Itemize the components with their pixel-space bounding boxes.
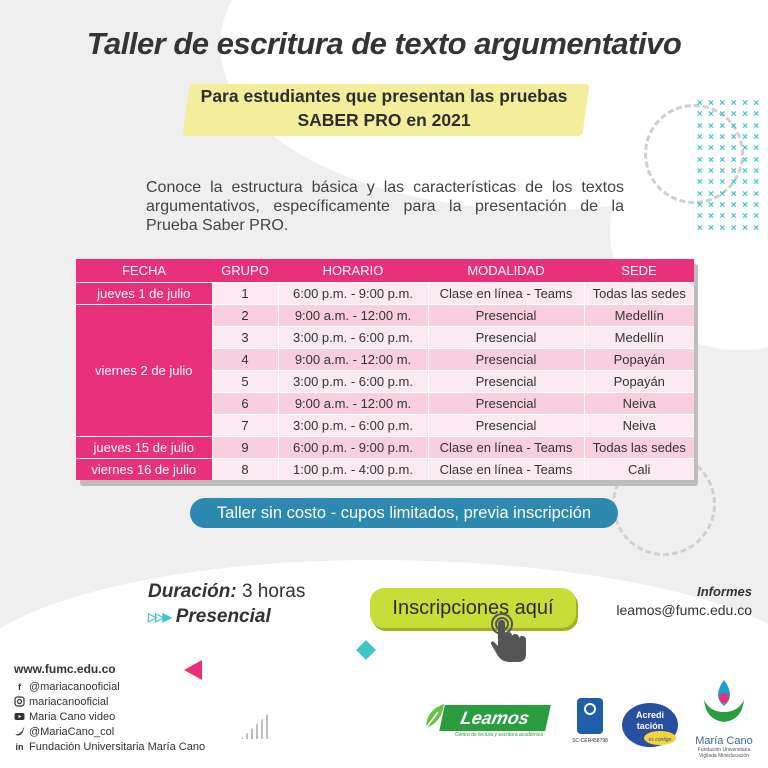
- dot-mark: ×: [742, 154, 748, 166]
- acreditacion-text: Acredi: [635, 710, 665, 720]
- modality-cell: Presencial: [428, 348, 584, 370]
- time-cell: 3:00 p.m. - 6:00 p.m.: [278, 370, 428, 392]
- icontec-logo: [570, 698, 610, 754]
- dot-mark: ×: [719, 222, 726, 234]
- dot-mark: ×: [696, 199, 703, 211]
- dot-mark: ×: [742, 109, 748, 121]
- acreditacion-text: es contigo: [648, 737, 672, 743]
- dot-mark: ×: [742, 222, 748, 234]
- time-cell: 6:00 p.m. - 9:00 p.m.: [278, 282, 428, 304]
- dot-mark: ×: [696, 109, 703, 121]
- social-item[interactable]: [14, 709, 205, 724]
- dot-mark: ×: [730, 131, 737, 143]
- modality-cell: Presencial: [428, 370, 584, 392]
- free-workshop-notice: Taller sin costo - cupos limitados, previa inscripción: [190, 498, 618, 528]
- leamos-name: Leamos: [439, 705, 551, 731]
- table-row: [76, 458, 694, 480]
- time-cell: 3:00 p.m. - 6:00 p.m.: [278, 414, 428, 436]
- dot-mark: ×: [742, 188, 748, 200]
- dot-mark: ×: [742, 199, 748, 211]
- group-cell: 4: [212, 348, 278, 370]
- dot-mark: ×: [742, 165, 748, 177]
- pointing-hand-icon: [488, 612, 530, 666]
- dot-mark: ×: [708, 222, 714, 234]
- dot-mark: ×: [753, 143, 760, 155]
- modality-cell: Presencial: [428, 304, 584, 326]
- dot-mark: ×: [730, 188, 737, 200]
- dot-mark: ×: [696, 143, 703, 155]
- dot-mark: ×: [719, 120, 726, 132]
- acreditacion-text: tación: [636, 721, 664, 731]
- social-item[interactable]: [14, 694, 205, 709]
- modality-cell: Clase en línea - Teams: [428, 282, 584, 304]
- dot-mark: ×: [708, 199, 714, 211]
- dot-mark: ×: [742, 211, 748, 223]
- dot-mark: ×: [708, 143, 714, 155]
- dot-mark: ×: [753, 109, 760, 121]
- dot-mark: ×: [719, 143, 726, 155]
- youtube-handle: Maria Cano video: [29, 710, 116, 723]
- date-cell: viernes 2 de julio: [76, 304, 212, 436]
- group-cell: 6: [212, 392, 278, 414]
- table-row: [76, 436, 694, 458]
- campus-cell: Todas las sedes: [584, 436, 694, 458]
- group-cell: 8: [212, 458, 278, 480]
- time-cell: 9:00 a.m. - 12:00 m.: [278, 348, 428, 370]
- linkedin-icon: in: [15, 741, 24, 752]
- campus-cell: Todas las sedes: [584, 282, 694, 304]
- dot-mark: ×: [730, 222, 737, 234]
- dot-mark: ×: [708, 120, 714, 132]
- icontec-badge: [577, 698, 603, 734]
- dot-grid-decoration: [694, 98, 762, 234]
- dot-mark: ×: [696, 222, 703, 234]
- dot-mark: ×: [730, 109, 737, 121]
- dot-mark: ×: [708, 188, 714, 200]
- dot-mark: ×: [696, 154, 703, 166]
- dot-mark: ×: [753, 165, 760, 177]
- social-item[interactable]: [14, 739, 205, 754]
- page-title: Taller de escritura de texto argumentativo: [86, 26, 682, 61]
- social-item[interactable]: [14, 724, 205, 739]
- dot-mark: ×: [719, 199, 726, 211]
- dot-mark: ×: [730, 154, 737, 166]
- maria-cano-emblem: [698, 676, 750, 728]
- dot-mark: ×: [753, 120, 760, 132]
- campus-cell: Medellín: [584, 326, 694, 348]
- time-cell: 1:00 p.m. - 4:00 p.m.: [278, 458, 428, 480]
- dot-mark: ×: [730, 98, 737, 109]
- column-header: FECHA: [76, 259, 212, 282]
- modality-cell: Presencial: [428, 392, 584, 414]
- website-link[interactable]: www.fumc.edu.co: [14, 662, 116, 676]
- group-cell: 3: [212, 326, 278, 348]
- dot-mark: ×: [730, 211, 737, 223]
- campus-cell: Medellín: [584, 304, 694, 326]
- dot-mark: ×: [719, 188, 726, 200]
- maria-cano-vigilada: Vigilada Mineducación: [699, 753, 749, 759]
- dot-mark: ×: [708, 98, 714, 109]
- contact-title: Informes: [697, 584, 752, 599]
- group-cell: 1: [212, 282, 278, 304]
- campus-cell: Popayán: [584, 370, 694, 392]
- dot-mark: ×: [742, 143, 748, 155]
- dot-mark: ×: [742, 177, 748, 189]
- dot-mark: ×: [730, 199, 737, 211]
- dot-mark: ×: [753, 154, 760, 166]
- dot-mark: ×: [730, 120, 737, 132]
- maria-cano-logo: [688, 676, 760, 764]
- column-header: MODALIDAD: [428, 259, 584, 282]
- modality-cell: Clase en línea - Teams: [428, 458, 584, 480]
- schedule-table: [76, 259, 694, 480]
- twitter-handle: @MariaCano_col: [29, 725, 115, 738]
- dot-mark: ×: [708, 109, 714, 121]
- date-cell: jueves 1 de julio: [76, 282, 212, 304]
- double-arrow-icon: ▷▷▶: [148, 610, 170, 624]
- leamos-tagline: Centro de lectura y escritura académica: [454, 732, 544, 738]
- dot-mark: ×: [696, 131, 703, 143]
- subtitle-line: SABER PRO en 2021: [297, 110, 471, 130]
- dot-mark: ×: [708, 211, 714, 223]
- dot-mark: ×: [753, 199, 760, 211]
- time-cell: 6:00 p.m. - 9:00 p.m.: [278, 436, 428, 458]
- campus-cell: Popayán: [584, 348, 694, 370]
- acreditacion-logo: [620, 700, 680, 750]
- subtitle-line: Para estudiantes que presentan las pruebas: [200, 86, 568, 106]
- group-cell: 7: [212, 414, 278, 436]
- column-header: GRUPO: [212, 259, 278, 282]
- table-row: [76, 282, 694, 304]
- table-row: [76, 304, 694, 326]
- dot-mark: ×: [719, 98, 726, 109]
- column-header: SEDE: [584, 259, 694, 282]
- instagram-icon: [14, 696, 25, 707]
- dot-mark: ×: [719, 109, 726, 121]
- modality-cell: Presencial: [428, 414, 584, 436]
- dot-mark: ×: [730, 143, 737, 155]
- dot-mark: ×: [696, 165, 703, 177]
- dot-mark: ×: [719, 131, 726, 143]
- dot-mark: ×: [719, 154, 726, 166]
- group-cell: 5: [212, 370, 278, 392]
- group-cell: 9: [212, 436, 278, 458]
- dot-mark: ×: [719, 165, 726, 177]
- linkedin-handle: Fundación Universitaria María Cano: [29, 740, 206, 753]
- dot-mark: ×: [708, 165, 714, 177]
- dot-mark: ×: [719, 211, 726, 223]
- twitter-icon: [14, 726, 25, 737]
- leamos-logo: [424, 702, 552, 742]
- facebook-icon: f: [18, 681, 21, 692]
- dot-mark: ×: [742, 120, 748, 132]
- register-button[interactable]: Inscripciones aquí: [370, 588, 576, 628]
- dot-mark: ×: [696, 188, 703, 200]
- icontec-code: SC-CER458798: [572, 738, 608, 744]
- duration-label: Duración:: [148, 581, 237, 602]
- social-item[interactable]: [14, 679, 205, 694]
- time-cell: 9:00 a.m. - 12:00 m.: [278, 392, 428, 414]
- dot-mark: ×: [742, 98, 748, 109]
- contact-email[interactable]: leamos@fumc.edu.co: [616, 602, 752, 618]
- campus-cell: Neiva: [584, 392, 694, 414]
- modality: [148, 606, 271, 628]
- duration-value: 3 horas: [236, 581, 306, 602]
- dot-mark: ×: [753, 177, 760, 189]
- date-cell: viernes 16 de julio: [76, 458, 212, 480]
- dot-mark: ×: [719, 177, 726, 189]
- dot-mark: ×: [696, 120, 703, 132]
- modality-label: Presencial: [175, 606, 271, 627]
- dot-mark: ×: [730, 177, 737, 189]
- facebook-handle: @mariacanooficial: [29, 680, 120, 693]
- dot-mark: ×: [753, 211, 760, 223]
- dot-mark: ×: [753, 188, 760, 200]
- group-cell: 2: [212, 304, 278, 326]
- dot-mark: ×: [708, 131, 714, 143]
- maria-cano-subtitle: Fundación Universitaria: [697, 747, 751, 753]
- dot-mark: ×: [696, 211, 703, 223]
- modality-cell: Presencial: [428, 326, 584, 348]
- dot-mark: ×: [742, 131, 748, 143]
- dot-mark: ×: [708, 177, 714, 189]
- dot-mark: ×: [753, 131, 760, 143]
- column-header: HORARIO: [278, 259, 428, 282]
- dot-mark: ×: [696, 177, 703, 189]
- dot-mark: ×: [708, 154, 714, 166]
- dot-mark: ×: [753, 222, 760, 234]
- duration: [148, 581, 305, 603]
- instagram-handle: mariacanooficial: [29, 695, 109, 708]
- subtitle: [150, 84, 618, 132]
- modality-cell: Clase en línea - Teams: [428, 436, 584, 458]
- intro-text: Conoce la estructura básica y las características de los textos argumentativos, específicamente para la presentación de la Prueba Saber PRO.: [146, 179, 624, 234]
- time-cell: 3:00 p.m. - 6:00 p.m.: [278, 326, 428, 348]
- dot-mark: ×: [730, 165, 737, 177]
- table-header-row: [76, 259, 694, 282]
- youtube-icon: [14, 711, 25, 722]
- campus-cell: Neiva: [584, 414, 694, 436]
- maria-cano-name: María Cano: [695, 735, 753, 747]
- campus-cell: Cali: [584, 458, 694, 480]
- dot-mark: ×: [696, 98, 703, 109]
- dot-mark: ×: [753, 98, 760, 109]
- social-links: [14, 662, 205, 754]
- date-cell: jueves 15 de julio: [76, 436, 212, 458]
- time-cell: 9:00 a.m. - 12:00 m.: [278, 304, 428, 326]
